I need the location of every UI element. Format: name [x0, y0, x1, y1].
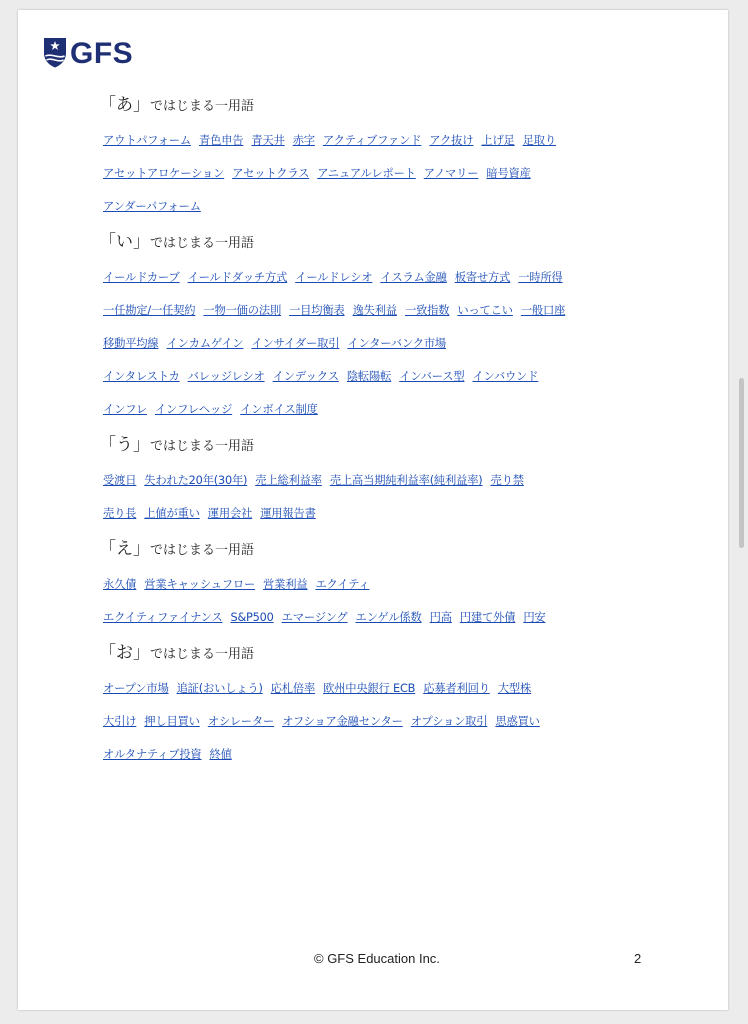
glossary-term-link[interactable]: バレッジレシオ: [187, 370, 265, 383]
term-row: [103, 746, 703, 763]
glossary-term-link[interactable]: オープン市場: [103, 682, 169, 695]
glossary-term-link[interactable]: アセットクラス: [232, 167, 310, 180]
glossary-term-link[interactable]: 円建て外債: [459, 611, 516, 624]
term-row: [103, 401, 703, 418]
section-kana: 「お」: [99, 643, 150, 663]
term-row: [103, 198, 703, 215]
glossary-term-link[interactable]: インフレヘッジ: [154, 403, 233, 416]
term-row: [103, 269, 703, 286]
glossary-term-link[interactable]: 欧州中央銀行 ECB: [323, 682, 416, 695]
shield-icon: [43, 36, 67, 72]
term-row: [103, 680, 703, 697]
glossary-term-link[interactable]: 移動平均線: [103, 337, 159, 350]
glossary-term-link[interactable]: インターバンク市場: [347, 337, 447, 350]
glossary-index: [99, 94, 703, 779]
glossary-term-link[interactable]: イールドダッチ方式: [187, 271, 288, 284]
glossary-term-link[interactable]: オシレーター: [207, 715, 275, 728]
glossary-term-link[interactable]: 円安: [523, 611, 546, 624]
glossary-term-link[interactable]: 一任勘定/一任契約: [103, 304, 196, 317]
page-number: 2: [634, 951, 642, 966]
document-page: [18, 10, 728, 1010]
glossary-term-link[interactable]: エクイティファイナンス: [103, 611, 223, 624]
term-row: [103, 472, 703, 489]
glossary-term-link[interactable]: 受渡日: [103, 474, 137, 487]
glossary-term-link[interactable]: インボイス制度: [240, 403, 318, 416]
glossary-term-link[interactable]: 売上総利益率: [255, 474, 322, 487]
glossary-term-link[interactable]: アノマリー: [423, 167, 479, 180]
glossary-term-link[interactable]: 上げ足: [481, 134, 515, 147]
glossary-term-link[interactable]: 終値: [209, 748, 232, 761]
glossary-term-link[interactable]: 売上高当期純利益率(純利益率): [329, 474, 483, 487]
glossary-term-link[interactable]: 営業利益: [263, 578, 308, 591]
glossary-term-link[interactable]: アセットアロケーション: [103, 167, 225, 180]
glossary-term-link[interactable]: 暗号資産: [486, 167, 531, 180]
glossary-term-link[interactable]: 板寄せ方式: [454, 271, 511, 284]
section-heading: [99, 94, 703, 116]
term-row: [103, 165, 703, 182]
glossary-term-link[interactable]: オルタナティブ投資: [103, 748, 202, 761]
glossary-term-link[interactable]: アクティブファンド: [322, 134, 422, 147]
section-heading: [99, 434, 703, 456]
glossary-term-link[interactable]: 一物一価の法則: [203, 304, 282, 317]
section-suffix: ではじまる一用語: [150, 99, 255, 114]
section-suffix: ではじまる一用語: [150, 439, 255, 454]
gfs-logo[interactable]: [43, 36, 133, 72]
term-row: [103, 368, 703, 385]
glossary-term-link[interactable]: 売り禁: [490, 474, 524, 487]
glossary-section: [99, 94, 703, 215]
glossary-term-link[interactable]: 円高: [429, 611, 452, 624]
copyright-text: © GFS Education Inc.: [314, 951, 440, 966]
glossary-term-link[interactable]: 売り長: [103, 507, 137, 520]
section-kana: 「う」: [99, 435, 150, 455]
glossary-term-link[interactable]: いってこい: [457, 304, 513, 317]
section-kana: 「い」: [99, 232, 150, 252]
glossary-term-link[interactable]: 大型株: [497, 682, 532, 695]
glossary-term-link[interactable]: エクイティ: [315, 578, 370, 591]
term-row: [103, 132, 703, 149]
glossary-term-link[interactable]: 一致指数: [404, 304, 450, 317]
term-row: [103, 609, 703, 626]
glossary-term-link[interactable]: イスラム金融: [380, 271, 447, 284]
glossary-term-link[interactable]: 上値が重い: [144, 507, 200, 520]
glossary-term-link[interactable]: インバース型: [399, 370, 465, 383]
section-kana: 「あ」: [99, 95, 150, 115]
section-suffix: ではじまる一用語: [150, 236, 255, 251]
glossary-section: [99, 642, 703, 763]
glossary-section: [99, 231, 703, 418]
glossary-term-link[interactable]: アク抜け: [429, 134, 474, 147]
glossary-term-link[interactable]: 青天井: [251, 134, 285, 147]
glossary-term-link[interactable]: オプション取引: [410, 715, 488, 728]
logo-text: GFS: [70, 37, 134, 70]
glossary-term-link[interactable]: インタレストカ: [103, 370, 180, 383]
glossary-term-link[interactable]: イールドカーブ: [103, 271, 180, 284]
glossary-term-link[interactable]: オフショア金融センター: [282, 715, 403, 728]
glossary-term-link[interactable]: 青色申告: [199, 134, 244, 147]
glossary-term-link[interactable]: 思惑買い: [495, 715, 540, 728]
glossary-term-link[interactable]: 一目均衡表: [289, 304, 345, 317]
glossary-term-link[interactable]: S&P500: [230, 611, 274, 624]
glossary-term-link[interactable]: 運用報告書: [260, 507, 316, 520]
glossary-term-link[interactable]: 運用会社: [207, 507, 253, 520]
section-suffix: ではじまる一用語: [150, 647, 255, 662]
glossary-term-link[interactable]: インサイダー取引: [251, 337, 340, 350]
term-row: [103, 713, 703, 730]
section-heading: [99, 231, 703, 253]
glossary-term-link[interactable]: エマージング: [281, 611, 348, 624]
scrollbar-thumb[interactable]: [739, 378, 744, 548]
glossary-term-link[interactable]: エンゲル係数: [355, 611, 422, 624]
section-heading: [99, 538, 703, 560]
glossary-term-link[interactable]: インカムゲイン: [166, 337, 244, 350]
glossary-term-link[interactable]: 失われた20年(30年): [144, 474, 248, 487]
glossary-section: [99, 538, 703, 626]
glossary-term-link[interactable]: 応募者利回り: [423, 682, 490, 695]
glossary-term-link[interactable]: アニュアルレポート: [317, 167, 416, 180]
section-kana: 「え」: [99, 539, 150, 559]
glossary-term-link[interactable]: 陰転陽転: [346, 370, 392, 383]
glossary-term-link[interactable]: インバウンド: [472, 370, 539, 383]
term-row: [103, 505, 703, 522]
glossary-term-link[interactable]: 応札倍率: [270, 682, 316, 695]
glossary-term-link[interactable]: アウトパフォーム: [103, 134, 191, 147]
glossary-term-link[interactable]: アンダーパフォーム: [103, 200, 201, 213]
glossary-term-link[interactable]: 大引け: [103, 715, 137, 728]
section-suffix: ではじまる一用語: [150, 543, 255, 558]
glossary-term-link[interactable]: 逸失利益: [352, 304, 397, 317]
term-row: [103, 302, 703, 319]
term-row: [103, 335, 703, 352]
glossary-term-link[interactable]: 追証(おいしょう): [176, 682, 263, 695]
glossary-term-link[interactable]: インデックス: [272, 370, 339, 383]
glossary-term-link[interactable]: 押し目買い: [144, 715, 200, 728]
glossary-term-link[interactable]: 営業キャッシュフロー: [144, 578, 256, 591]
section-heading: [99, 642, 703, 664]
glossary-term-link[interactable]: 赤字: [292, 134, 315, 147]
glossary-term-link[interactable]: 一時所得: [518, 271, 563, 284]
glossary-section: [99, 434, 703, 522]
term-row: [103, 576, 703, 593]
glossary-term-link[interactable]: 永久債: [103, 578, 137, 591]
glossary-term-link[interactable]: インフレ: [103, 403, 147, 416]
glossary-term-link[interactable]: 一般口座: [520, 304, 566, 317]
glossary-term-link[interactable]: 足取り: [522, 134, 556, 147]
glossary-term-link[interactable]: イールドレシオ: [295, 271, 373, 284]
